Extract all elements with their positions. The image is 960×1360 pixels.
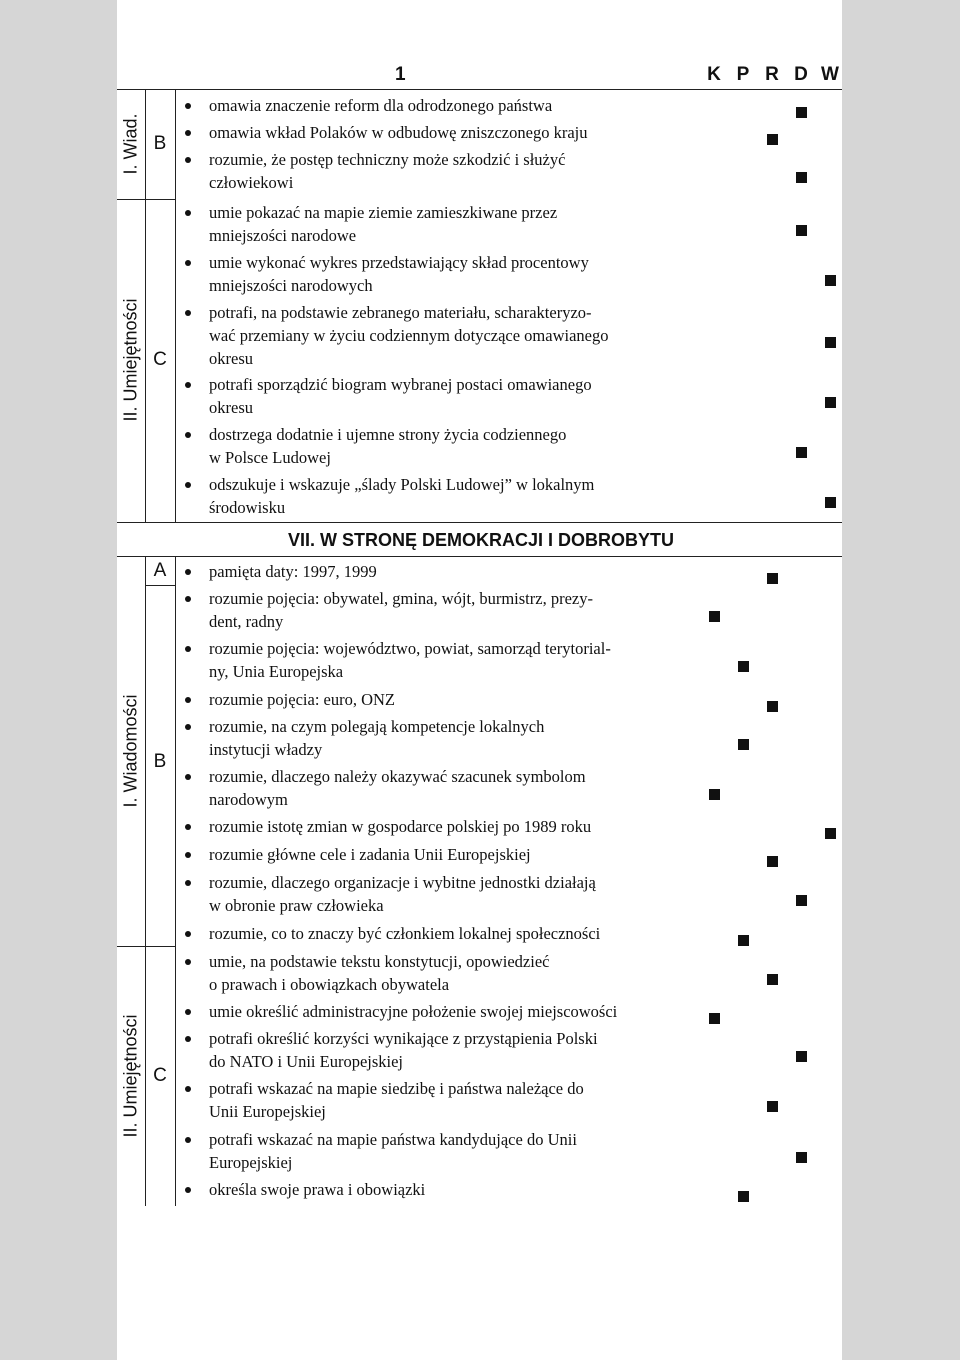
bullet-icon	[185, 880, 191, 886]
objective-line: w obronie praw człowieka	[209, 896, 384, 915]
lower-objective-text	[209, 922, 679, 945]
bullet-icon	[185, 1137, 191, 1143]
objective-line: dent, radny	[209, 612, 284, 631]
upper-objective-text	[209, 94, 679, 117]
lower-divider-1	[145, 556, 146, 1206]
lower-objective-text	[209, 815, 679, 838]
lower-divider-2	[175, 556, 176, 1206]
level-mark-w	[825, 828, 836, 839]
objective-line: okresu	[209, 349, 253, 368]
objective-line: rozumie, że postęp techniczny może szkodzić i służyć	[209, 150, 566, 169]
objective-line: określa swoje prawa i obowiązki	[209, 1180, 426, 1199]
level-mark-d	[796, 172, 807, 183]
page	[117, 0, 842, 1360]
objective-line: środowisku	[209, 498, 286, 517]
upper-letter-b: B	[153, 133, 167, 154]
bullet-icon	[185, 130, 191, 136]
level-mark-k	[709, 1013, 720, 1024]
objective-line: narodowym	[209, 790, 288, 809]
objective-line: potrafi sporządzić biogram wybranej postaci omawianego	[209, 375, 592, 394]
lower-objective-text	[209, 637, 679, 683]
bullet-icon	[185, 724, 191, 730]
lower-group-label-wiadomosci: I. Wiadomości	[120, 694, 141, 808]
bullet-icon	[185, 1086, 191, 1092]
objective-line: rozumie pojęcia: euro, ONZ	[209, 690, 396, 709]
lower-objective-text	[209, 560, 679, 583]
bullet-icon	[185, 432, 191, 438]
objective-line: wać przemiany w życiu codziennym dotyczące omawianego	[209, 326, 609, 345]
lower-group-rule	[117, 946, 175, 947]
objective-line: rozumie, co to znaczy być członkiem lokalnej społeczności	[209, 924, 601, 943]
level-mark-k	[709, 611, 720, 622]
bullet-icon	[185, 596, 191, 602]
level-header-k: K	[707, 64, 721, 85]
objective-line: rozumie pojęcia: obywatel, gmina, wójt, burmistrz, prezy-	[209, 589, 593, 608]
level-mark-w	[825, 497, 836, 508]
bullet-icon	[185, 382, 191, 388]
lower-objective-text	[209, 587, 679, 633]
level-mark-r	[767, 1101, 778, 1112]
header-rule	[117, 89, 842, 90]
objective-line: rozumie główne cele i zadania Unii Europejskiej	[209, 845, 531, 864]
bullet-icon	[185, 824, 191, 830]
level-mark-d	[796, 1051, 807, 1062]
objective-line: Europejskiej	[209, 1153, 293, 1172]
lower-group-label-umiejetnosci: II. Umiejętności	[120, 1014, 141, 1138]
level-mark-w	[825, 337, 836, 348]
objective-line: umie, na podstawie tekstu konstytucji, opowiedzieć	[209, 952, 550, 971]
lower-objective-text	[209, 715, 679, 761]
upper-objective-text	[209, 201, 679, 247]
objective-line: rozumie istotę zmian w gospodarce polskiej po 1989 roku	[209, 817, 592, 836]
upper-group-rule	[117, 199, 175, 200]
upper-letter-c: C	[153, 349, 167, 370]
upper-objective-text	[209, 251, 679, 297]
objective-line: rozumie, na czym polegają kompetencje lokalnych	[209, 717, 545, 736]
objective-line: omawia wkład Polaków w odbudowę zniszczonego kraju	[209, 123, 588, 142]
lower-objective-text	[209, 765, 679, 811]
level-mark-d	[796, 1152, 807, 1163]
bullet-icon	[185, 210, 191, 216]
objective-line: dostrzega dodatnie i ujemne strony życia codziennego	[209, 425, 567, 444]
level-mark-w	[825, 397, 836, 408]
level-mark-d	[796, 107, 807, 118]
bullet-icon	[185, 1009, 191, 1015]
level-mark-p	[738, 1191, 749, 1202]
bullet-icon	[185, 931, 191, 937]
lower-objective-text	[209, 950, 679, 996]
lower-objective-text	[209, 1077, 679, 1123]
lower-letter-c: C	[153, 1065, 167, 1086]
level-mark-p	[738, 739, 749, 750]
lower-objective-text	[209, 1128, 679, 1174]
objective-line: umie wykonać wykres przedstawiający skład procentowy	[209, 253, 589, 272]
bullet-icon	[185, 157, 191, 163]
lower-objective-text	[209, 843, 679, 866]
level-mark-r	[767, 856, 778, 867]
objective-line: okresu	[209, 398, 253, 417]
objective-line: rozumie pojęcia: województwo, powiat, samorząd terytorial-	[209, 639, 611, 658]
level-mark-k	[709, 789, 720, 800]
bullet-icon	[185, 569, 191, 575]
lower-objective-text	[209, 688, 679, 711]
objective-line: człowiekowi	[209, 173, 294, 192]
level-mark-r	[767, 573, 778, 584]
objective-line: rozumie, dlaczego należy okazywać szacunek symbolom	[209, 767, 586, 786]
upper-objective-text	[209, 473, 679, 519]
bullet-icon	[185, 959, 191, 965]
level-mark-d	[796, 447, 807, 458]
bullet-icon	[185, 774, 191, 780]
level-header-d: D	[794, 64, 808, 85]
section-rule-bottom	[117, 556, 842, 557]
lower-objective-text	[209, 1027, 679, 1073]
column-number: 1	[395, 64, 406, 85]
objective-line: umie określić administracyjne położenie swojej miejscowości	[209, 1002, 618, 1021]
objective-line: umie pokazać na mapie ziemie zamieszkiwane przez	[209, 203, 558, 222]
upper-objective-text	[209, 121, 679, 144]
objective-line: w Polsce Ludowej	[209, 448, 331, 467]
upper-objective-text	[209, 148, 679, 194]
objective-line: potrafi wskazać na mapie siedzibę i państwa należące do	[209, 1079, 584, 1098]
level-mark-p	[738, 935, 749, 946]
level-mark-r	[767, 134, 778, 145]
objective-line: rozumie, dlaczego organizacje i wybitne jednostki działają	[209, 873, 596, 892]
objective-line: Unii Europejskiej	[209, 1102, 326, 1121]
level-header-w: W	[821, 64, 839, 85]
level-header-r: R	[765, 64, 779, 85]
bullet-icon	[185, 646, 191, 652]
objective-line: odszukuje i wskazuje „ślady Polski Ludowej” w lokalnym	[209, 475, 595, 494]
lower-letter-rule-a	[145, 585, 175, 586]
bullet-icon	[185, 310, 191, 316]
section-rule-top	[117, 522, 842, 523]
objective-line: ny, Unia Europejska	[209, 662, 344, 681]
bullet-icon	[185, 103, 191, 109]
objective-line: potrafi określić korzyści wynikające z przystąpienia Polski	[209, 1029, 598, 1048]
level-mark-r	[767, 974, 778, 985]
objective-line: o prawach i obowiązkach obywatela	[209, 975, 450, 994]
lower-objective-text	[209, 1000, 679, 1023]
objective-line: potrafi wskazać na mapie państwa kandydujące do Unii	[209, 1130, 577, 1149]
level-header-p: P	[736, 64, 750, 85]
section-title: VII. W STRONĘ DEMOKRACJI I DOBROBYTU	[287, 530, 674, 550]
lower-letter-a: A	[153, 560, 167, 581]
level-mark-d	[796, 225, 807, 236]
level-mark-r	[767, 701, 778, 712]
objective-line: do NATO i Unii Europejskiej	[209, 1052, 404, 1071]
objective-line: omawia znaczenie reform dla odrodzonego państwa	[209, 96, 553, 115]
level-mark-p	[738, 661, 749, 672]
lower-letter-b: B	[153, 751, 167, 772]
lower-objective-text	[209, 871, 679, 917]
bullet-icon	[185, 482, 191, 488]
bullet-icon	[185, 260, 191, 266]
objective-line: instytucji władzy	[209, 740, 323, 759]
bullet-icon	[185, 1187, 191, 1193]
bullet-icon	[185, 852, 191, 858]
objective-line: pamięta daty: 1997, 1999	[209, 562, 377, 581]
upper-objective-text	[209, 373, 679, 419]
upper-objective-text	[209, 301, 679, 370]
upper-objective-text	[209, 423, 679, 469]
objective-line: potrafi, na podstawie zebranego materiału, scharakteryzo-	[209, 303, 592, 322]
upper-divider-2	[175, 89, 176, 522]
upper-group-label-wiad: I. Wiad.	[120, 113, 141, 175]
objective-line: mniejszości narodowych	[209, 276, 373, 295]
upper-group-label-umiejetnosci: II. Umiejętności	[120, 298, 141, 422]
bullet-icon	[185, 697, 191, 703]
level-mark-w	[825, 275, 836, 286]
objective-line: mniejszości narodowe	[209, 226, 357, 245]
lower-objective-text	[209, 1178, 679, 1201]
bullet-icon	[185, 1036, 191, 1042]
level-mark-d	[796, 895, 807, 906]
